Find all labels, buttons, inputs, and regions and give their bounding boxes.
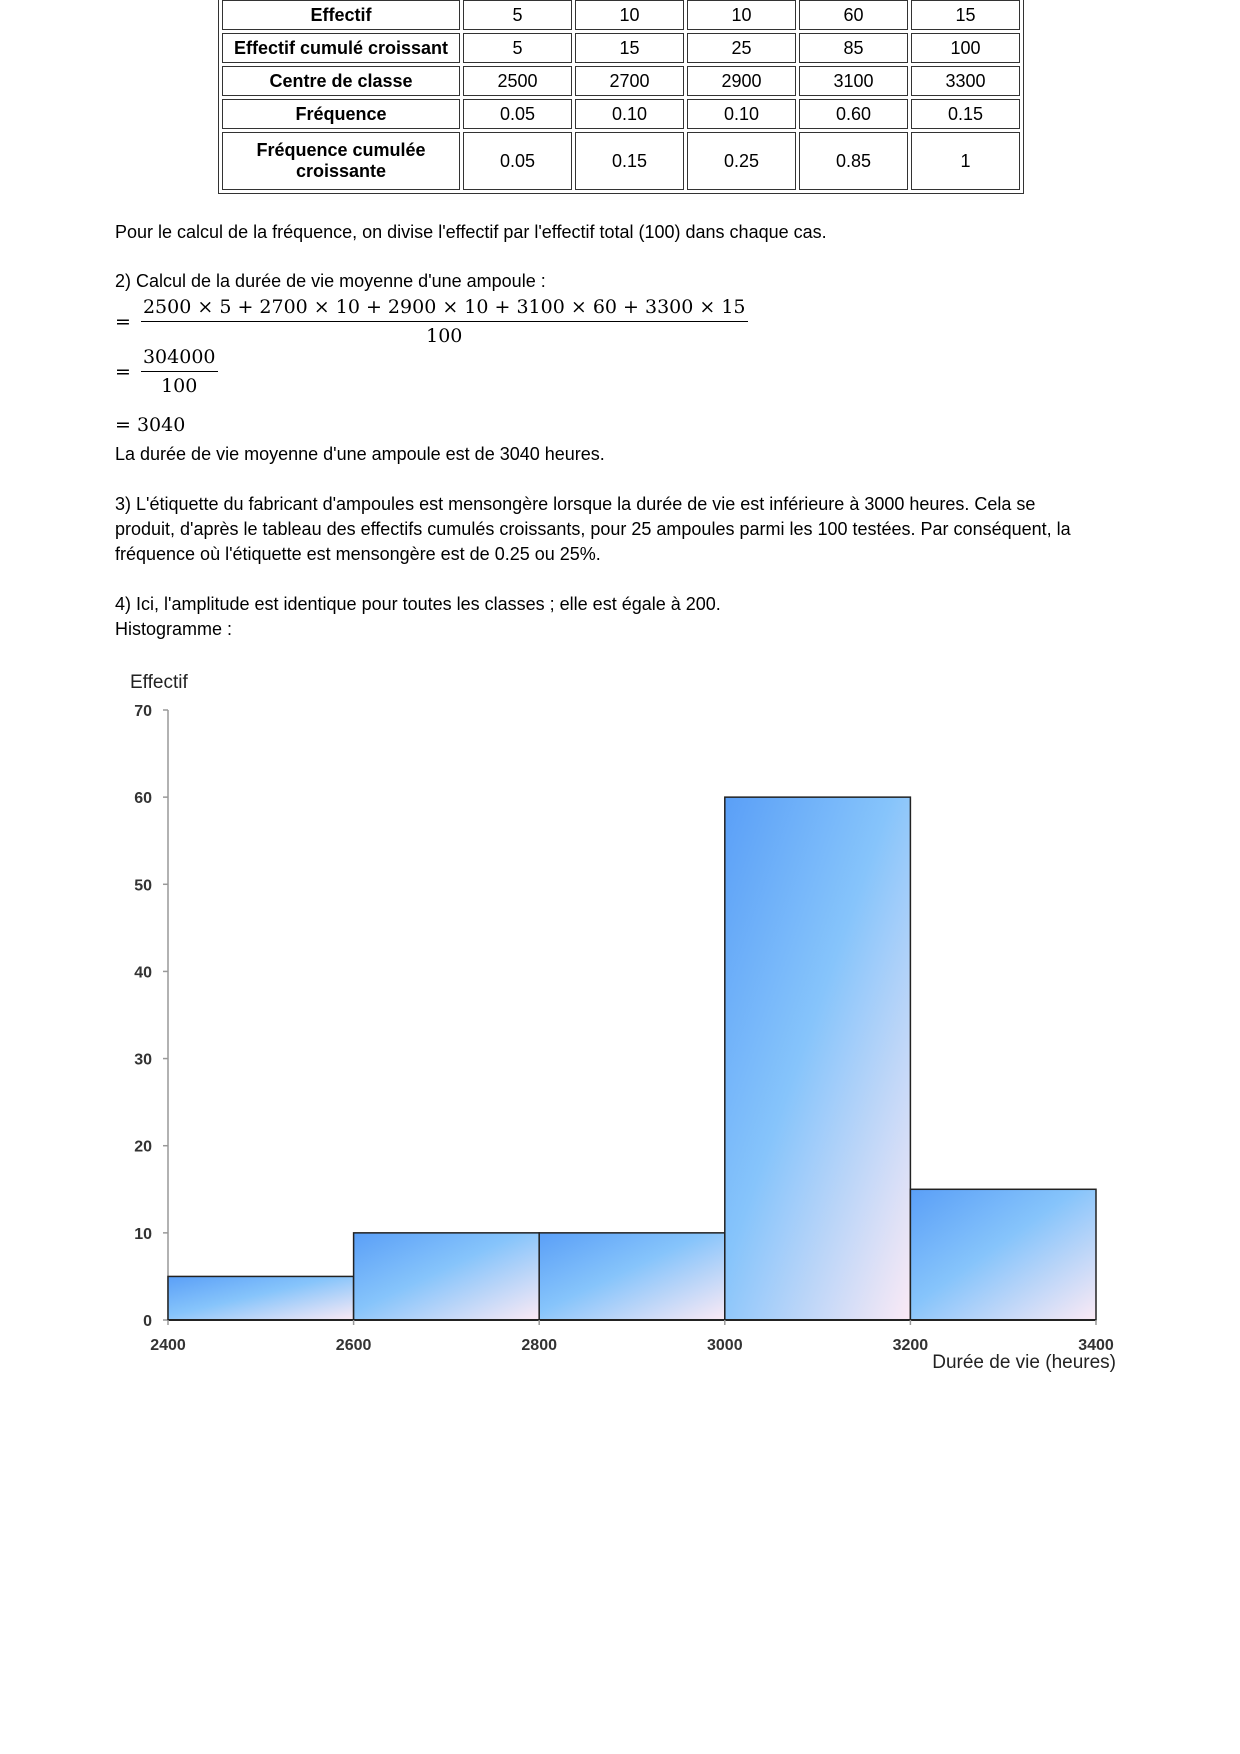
question-3-line-2: produit, d'après le tableau des effectifs cumulés croissants, pour 25 ampoules parmi les 100 testées. Par conséquent, la [115,519,1071,539]
histogram-bar [725,797,911,1320]
y-tick-label: 30 [134,1051,152,1069]
question-2-conclusion: La durée de vie moyenne d'une ampoule est de 3040 heures. [115,444,605,464]
table-cell: 0.15 [911,99,1020,129]
table-cell: 60 [799,0,908,30]
y-tick-label: 20 [134,1138,152,1156]
table-cell: 5 [463,0,572,30]
table-cell: 15 [575,33,684,63]
row-header: Effectif [222,0,460,30]
table-cell: 2700 [575,66,684,96]
y-tick-label: 50 [134,877,152,895]
table-row [222,33,1020,63]
question-2-title: 2) Calcul de la durée de vie moyenne d'une ampoule : [115,271,546,291]
row-header: Effectif cumulé croissant [222,33,460,63]
fraction-2-denominator: 100 [161,375,198,397]
fraction-2-numerator: 304000 [141,346,218,372]
fraction-1-numerator: 2500 × 5 + 2700 × 10 + 2900 × 10 + 3100 × 60 + 3300 × 15 [141,296,748,322]
equals-sign: = [115,360,131,383]
table-cell: 85 [799,33,908,63]
histogram-bar [168,1276,354,1320]
table-cell: 0.05 [463,99,572,129]
y-tick-label: 60 [134,790,152,808]
y-tick-label: 40 [134,964,152,982]
y-tick-label: 0 [143,1313,152,1330]
table-row [222,132,1020,190]
fraction-2 [141,346,218,397]
table-cell: 25 [687,33,796,63]
x-tick-label: 2600 [335,1337,372,1354]
table-cell: 0.05 [463,132,572,190]
fraction-1 [141,296,748,347]
row-header: Fréquence [222,99,460,129]
table-cell: 2900 [687,66,796,96]
table-cell: 3100 [799,66,908,96]
x-tick-label: 2800 [521,1337,557,1354]
y-tick-label: 70 [134,703,152,720]
table-cell: 1 [911,132,1020,190]
table-cell: 0.10 [687,99,796,129]
table-cell: 10 [687,0,796,30]
frequency-note: Pour le calcul de la fréquence, on divise l'effectif par l'effectif total (100) dans chaque cas. [115,222,827,242]
mean-equation-step-2 [115,346,218,397]
table-cell: 5 [463,33,572,63]
row-header: Centre de classe [222,66,460,96]
table-cell: 0.15 [575,132,684,190]
x-tick-label: 3400 [1078,1337,1114,1354]
question-4-line-2: Histogramme : [115,619,233,639]
mean-equation-step-1 [115,296,748,347]
table-cell: 0.25 [687,132,796,190]
question-4-line-1: 4) Ici, l'amplitude est identique pour toutes les classes ; elle est égale à 200. [115,594,721,614]
x-tick-label: 2400 [150,1337,186,1354]
table-cell: 0.85 [799,132,908,190]
histogram-bar [539,1233,725,1320]
table-row [222,0,1020,30]
y-axis-title: Effectif [130,672,188,693]
x-axis-title: Durée de vie (heures) [932,1352,1116,1373]
table-row [222,99,1020,129]
mean-equation-result: = 3040 [115,414,186,436]
table-cell: 0.60 [799,99,908,129]
fraction-1-denominator: 100 [426,325,463,347]
question-3-line-1: 3) L'étiquette du fabricant d'ampoules est mensongère lorsque la durée de vie est inférieure à 3000 heures. Cela se [115,494,1036,514]
table-cell: 10 [575,0,684,30]
statistics-table [218,0,1024,194]
histogram-chart [110,660,1130,1380]
table-cell: 15 [911,0,1020,30]
histogram-bar [354,1233,540,1320]
y-tick-label: 10 [134,1225,152,1243]
table-cell: 2500 [463,66,572,96]
table-cell: 100 [911,33,1020,63]
question-3-line-3: fréquence où l'étiquette est mensongère est de 0.25 ou 25%. [115,544,601,564]
histogram-bar [910,1189,1096,1320]
table-cell: 3300 [911,66,1020,96]
x-tick-label: 3200 [892,1337,929,1354]
x-tick-label: 3000 [707,1337,743,1354]
equals-sign: = [115,310,131,333]
table-row [222,66,1020,96]
row-header: Fréquence cumulée croissante [222,132,460,190]
table-cell: 0.10 [575,99,684,129]
